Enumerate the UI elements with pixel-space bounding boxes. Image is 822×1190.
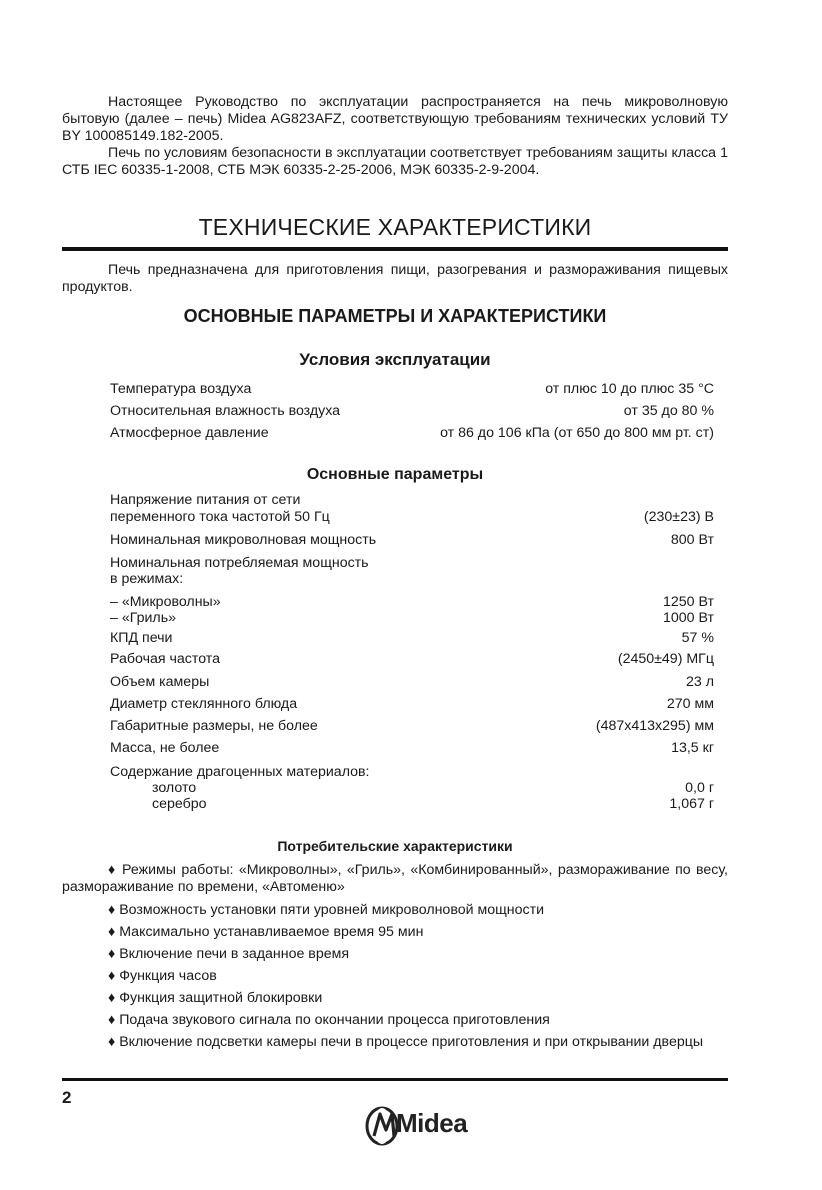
param-label: Диаметр стеклянного блюда xyxy=(110,696,298,712)
consumer-item-text: Включение подсветки камеры печи в процессе приготовления и при открывании дверцы xyxy=(119,1034,704,1050)
param-value: 1000 Вт xyxy=(663,610,714,626)
conditions-label: Атмосферное давление xyxy=(110,425,269,441)
purpose-paragraph: Печь предназначена для приготовления пищи, разогревания и размораживания пищевых продуктов. xyxy=(62,262,728,295)
bullet-icon: ♦ xyxy=(108,946,116,962)
conditions-value: от плюс 10 до плюс 35 °С xyxy=(545,381,714,397)
bullet-icon: ♦ xyxy=(108,924,116,940)
conditions-value: от 35 до 80 % xyxy=(623,403,714,419)
param-value: 270 мм xyxy=(666,696,714,712)
param-label: Номинальная потребляемая мощность xyxy=(110,555,369,571)
conditions-heading: Условия эксплуатации xyxy=(299,350,491,369)
title-divider xyxy=(62,247,728,251)
consumer-item-text: Подача звукового сигнала по окончании процесса приготовления xyxy=(119,1012,550,1028)
param-label: Содержание драгоценных материалов: xyxy=(110,764,370,780)
consumer-item xyxy=(62,1034,728,1051)
param-label: переменного тока частотой 50 Гц xyxy=(110,509,330,525)
bullet-icon: ♦ xyxy=(108,990,116,1006)
conditions-label: Температура воздуха xyxy=(110,381,252,397)
param-label: серебро xyxy=(152,796,207,812)
params-heading: Основные параметры xyxy=(306,466,484,483)
param-value: 1,067 г xyxy=(669,796,714,812)
param-label: Объем камеры xyxy=(110,674,210,690)
footer-divider xyxy=(62,1078,728,1081)
param-label: золото xyxy=(152,780,197,796)
param-value: (487х413х295) мм xyxy=(595,718,714,734)
param-value: 13,5 кг xyxy=(671,740,714,756)
consumer-item-text: Функция защитной блокировки xyxy=(119,990,323,1006)
param-value: 57 % xyxy=(681,630,714,646)
midea-logo xyxy=(364,1100,484,1150)
param-label: – «Гриль» xyxy=(110,610,176,626)
param-value: 23 л xyxy=(685,674,714,690)
param-label: КПД печи xyxy=(110,630,173,646)
param-value: 1250 Вт xyxy=(663,594,714,610)
bullet-icon: ♦ xyxy=(108,968,116,984)
param-label: Номинальная микроволновая мощность xyxy=(110,532,377,548)
bullet-icon: ♦ xyxy=(108,1034,116,1050)
page-number: 2 xyxy=(62,1088,72,1107)
param-label: – «Микроволны» xyxy=(110,594,221,610)
param-label: Рабочая частота xyxy=(110,651,221,667)
consumer-heading: Потребительские характеристики xyxy=(277,838,513,854)
consumer-item xyxy=(62,862,728,896)
consumer-item xyxy=(108,924,423,941)
conditions-label: Относительная влажность воздуха xyxy=(110,403,341,419)
consumer-item xyxy=(108,990,322,1007)
param-value: 0,0 г xyxy=(685,780,714,796)
consumer-item xyxy=(108,946,349,963)
param-label: Габаритные размеры, не более xyxy=(110,718,318,734)
conditions-value: от 86 до 106 кПа (от 650 до 800 мм рт. ст) xyxy=(440,425,714,441)
consumer-item-text: Функция часов xyxy=(119,968,217,984)
bullet-icon: ♦ xyxy=(108,902,116,918)
main-heading: ОСНОВНЫЕ ПАРАМЕТРЫ И ХАРАКТЕРИСТИКИ xyxy=(183,306,607,326)
param-label: в режимах: xyxy=(110,571,184,587)
page-title: ТЕХНИЧЕСКИЕ ХАРАКТЕРИСТИКИ xyxy=(198,214,592,240)
param-label: Напряжение питания от сети xyxy=(110,492,301,508)
param-label: Масса, не более xyxy=(110,740,220,756)
intro-paragraph-1: Настоящее Руководство по эксплуатации распространяется на печь микроволновую бытовую (далее – печь) Midea AG823AFZ, соответствующую требованиям технических условий ТУ BY 100085149.182-2005. xyxy=(62,94,728,144)
consumer-item-text: Максимально устанавливаемое время 95 мин xyxy=(119,924,424,940)
consumer-item-text: Включение печи в заданное время xyxy=(119,946,350,962)
param-value: (230±23) В xyxy=(643,509,714,525)
midea-logo-text: Midea xyxy=(396,1108,468,1138)
consumer-item-text: Возможность установки пяти уровней микроволновой мощности xyxy=(119,902,545,918)
param-value: 800 Вт xyxy=(670,532,714,548)
bullet-icon: ♦ xyxy=(108,862,117,878)
consumer-item xyxy=(108,1012,550,1029)
bullet-icon: ♦ xyxy=(108,1012,116,1028)
consumer-item xyxy=(108,968,217,985)
param-value: (2450±49) МГц xyxy=(617,651,714,667)
consumer-item-text: Режимы работы: «Микроволны», «Гриль», «Комбинированный», размораживание по весу, размораживание по времени, «Автоменю» xyxy=(62,862,728,895)
consumer-item xyxy=(108,902,544,919)
intro-paragraph-2: Печь по условиям безопасности в эксплуатации соответствует требованиям защиты класса 1 СТБ IEC 60335-1-2008, СТБ МЭК 60335-2-25-2006, МЭК 60335-2-9-2004. xyxy=(62,145,728,178)
